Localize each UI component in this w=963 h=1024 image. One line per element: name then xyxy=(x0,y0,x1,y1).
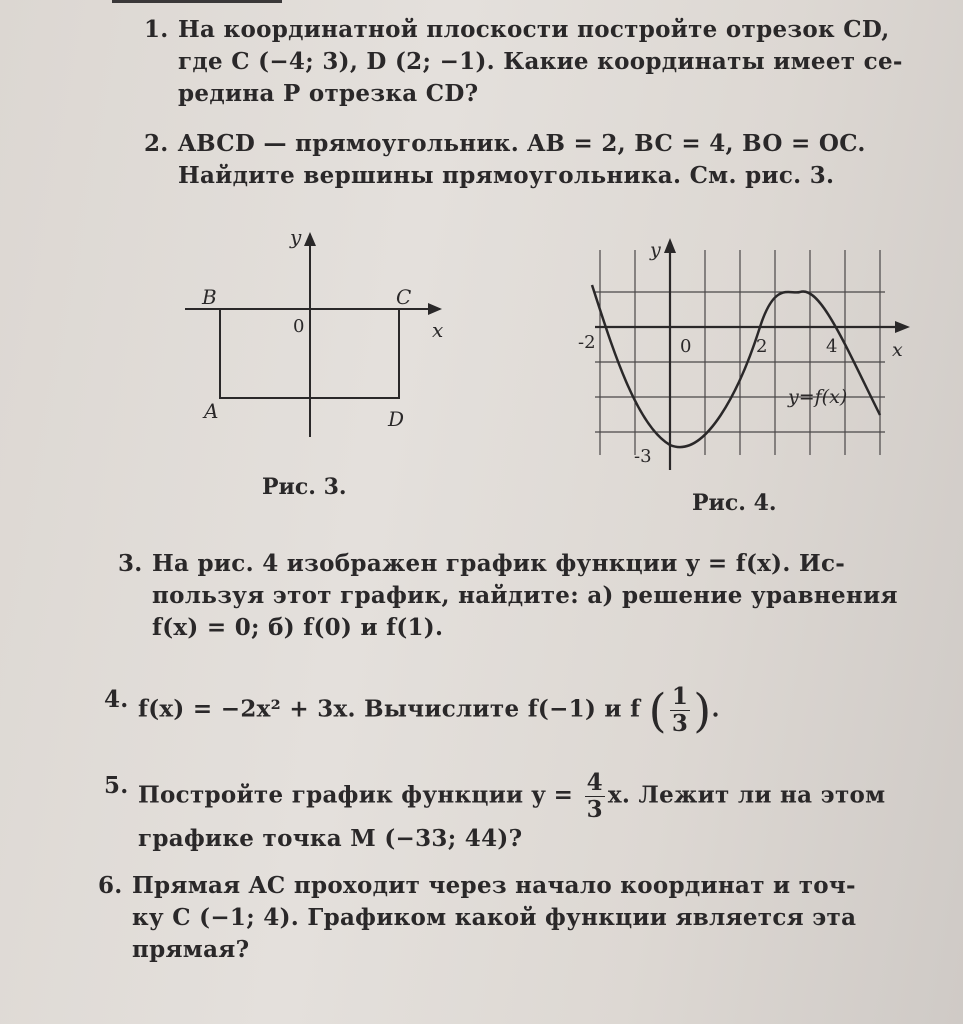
fig4-grid xyxy=(595,250,885,455)
fig3-x-label: x xyxy=(432,318,444,342)
problem-5-pre: Постройте график функции y = xyxy=(138,781,574,809)
fig4-caption: Рис. 4. xyxy=(692,490,777,516)
problem-4 xyxy=(104,683,720,738)
top-rule xyxy=(112,0,282,3)
problem-5 xyxy=(104,769,886,855)
fig3-label-C: C xyxy=(396,285,412,309)
fig4-two-label: 2 xyxy=(756,336,768,357)
problem-2-line-2: Найдите вершины прямоугольника. См. рис. 3. xyxy=(178,162,835,189)
problem-3 xyxy=(118,548,898,644)
problem-6 xyxy=(98,870,857,966)
problem-5-post: x. Лежит ли на этом xyxy=(607,781,886,809)
fig3-x-arrow xyxy=(428,303,442,315)
problem-5-fraction xyxy=(585,770,605,823)
fig4-neg3-label: -3 xyxy=(634,446,652,467)
fig3-y-arrow xyxy=(304,232,316,246)
problem-6-line-2: ку C (−1; 4). Графиком какой функции является эта xyxy=(132,904,857,931)
problem-1-line-2: где C (−4; 3), D (2; −1). Какие координаты имеет се- xyxy=(178,48,903,75)
problem-1-line-3: редина P отрезка CD? xyxy=(178,80,479,107)
problem-2 xyxy=(144,128,866,192)
fig4-x-label: x xyxy=(892,339,903,361)
fig3-origin-label: 0 xyxy=(293,316,305,337)
problem-3-line-2: пользуя этот график, найдите: а) решение уравнения xyxy=(152,582,898,609)
fig4-function-label: y=f(x) xyxy=(788,386,848,408)
problem-4-text: f(x) = −2x² + 3x. Вычислите f(−1) и f xyxy=(138,695,641,723)
problem-4-number: 4. xyxy=(104,686,129,713)
fig3-label-A: A xyxy=(204,399,219,423)
problem-5-line-2: графике точка M (−33; 44)? xyxy=(138,825,523,852)
fig4-y-label: y xyxy=(650,239,661,261)
fig3-label-B: B xyxy=(202,285,217,309)
problem-1-number: 1. xyxy=(144,16,169,43)
fig3-label-D: D xyxy=(388,407,405,431)
problem-5-fraction-den: 3 xyxy=(586,796,603,823)
problem-4-line-1 xyxy=(138,684,720,737)
problem-5-number: 5. xyxy=(104,772,129,799)
fig4-x-arrow xyxy=(895,321,910,333)
problem-4-fraction-den: 3 xyxy=(671,710,689,737)
problem-3-line-1: На рис. 4 изображен график функции y = f(x). Ис- xyxy=(152,550,846,577)
problem-3-number: 3. xyxy=(118,550,143,577)
problem-4-fraction xyxy=(670,684,690,737)
problem-6-number: 6. xyxy=(98,872,123,899)
problem-3-line-3: f(x) = 0; б) f(0) и f(1). xyxy=(152,614,444,641)
figure-4 xyxy=(570,230,910,480)
problem-1-line-1: На координатной плоскости постройте отрезок CD, xyxy=(178,16,890,43)
fig4-four-label: 4 xyxy=(826,336,838,357)
problem-1 xyxy=(144,14,903,110)
problem-4-close-paren: ) xyxy=(693,683,712,738)
problem-4-end: . xyxy=(711,695,720,723)
fig4-y-arrow xyxy=(664,238,676,253)
problem-4-fraction-num: 1 xyxy=(671,683,689,710)
problem-5-fraction-num: 4 xyxy=(586,769,603,796)
problem-4-open-paren: ( xyxy=(648,683,667,738)
fig4-neg2-label: -2 xyxy=(578,332,596,353)
problem-2-line-1: ABCD — прямоугольник. AB = 2, BC = 4, BO = OC. xyxy=(178,130,866,157)
problem-5-line-1 xyxy=(138,770,885,823)
fig3-y-label: y xyxy=(290,225,302,249)
problem-6-line-1: Прямая AC проходит через начало координат и точ- xyxy=(132,872,856,899)
figure-3 xyxy=(180,222,460,452)
problem-2-number: 2. xyxy=(144,130,169,157)
problem-6-line-3: прямая? xyxy=(132,936,250,963)
fig4-origin-label: 0 xyxy=(680,336,692,357)
fig3-caption: Рис. 3. xyxy=(262,474,347,500)
